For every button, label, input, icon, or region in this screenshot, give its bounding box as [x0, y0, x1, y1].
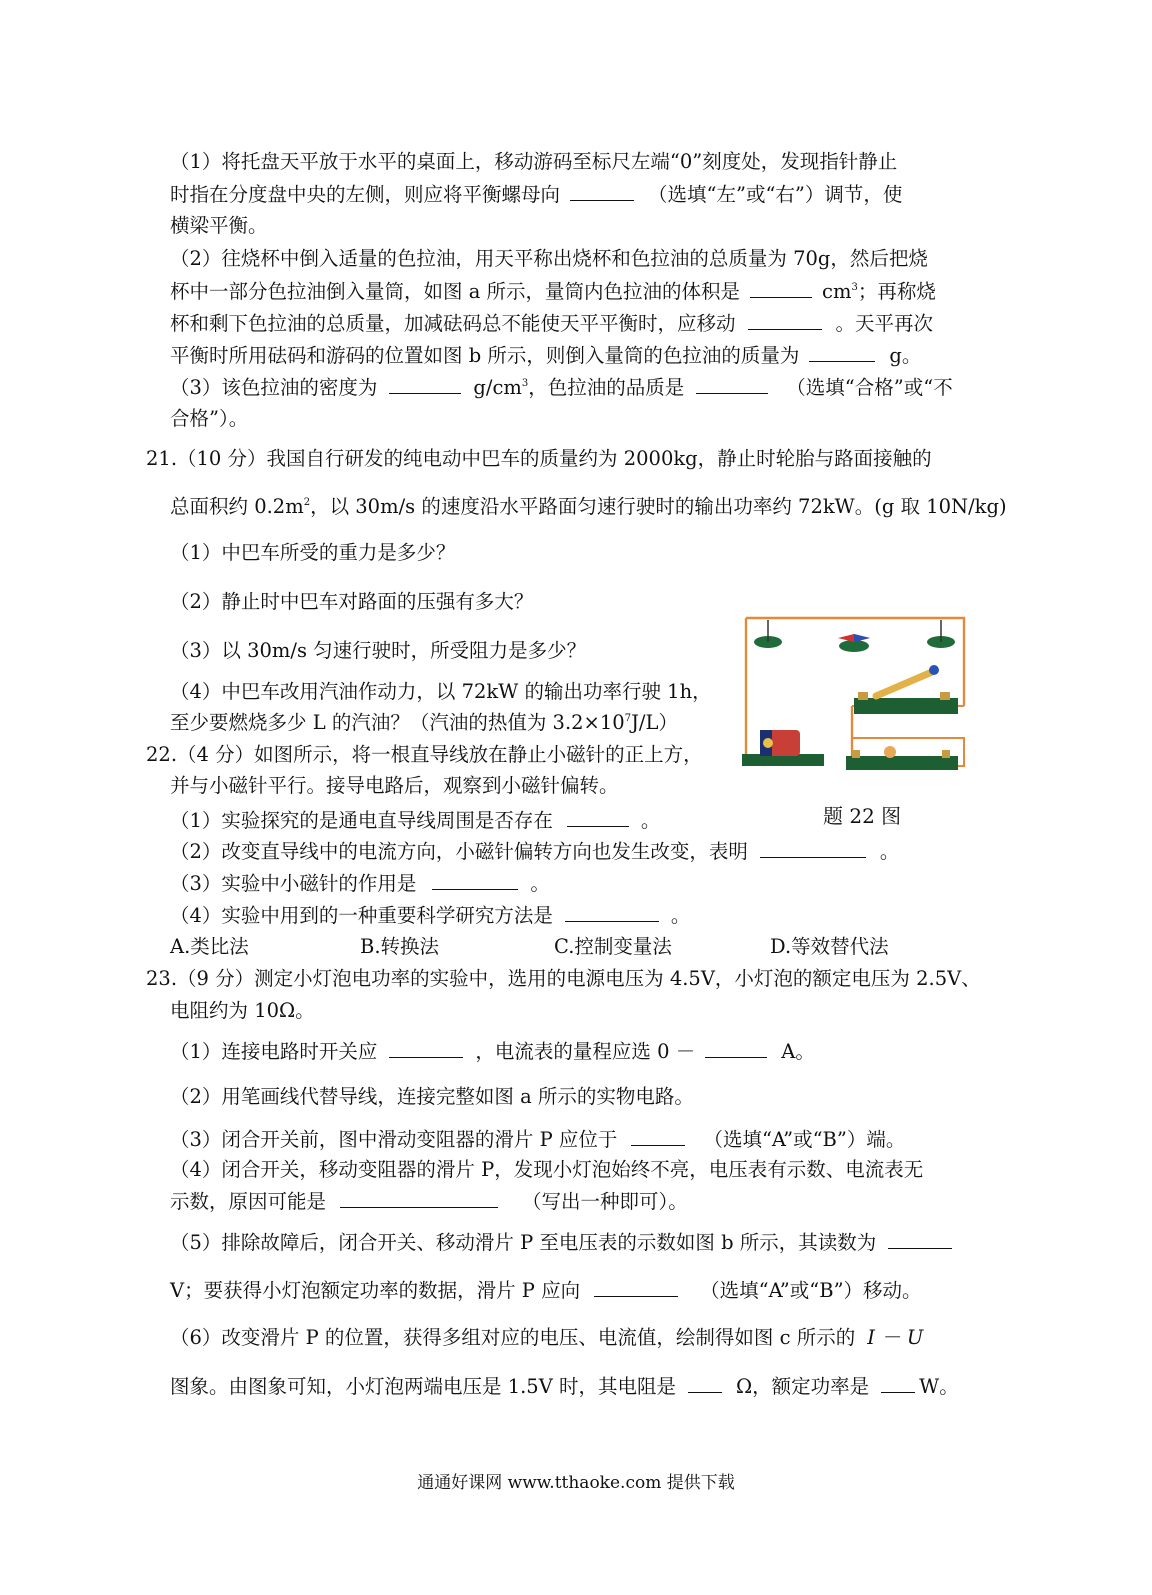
- q23-blank-reading[interactable]: [888, 1230, 952, 1249]
- q20-p3-text-c: ，色拉油的品质是: [528, 376, 685, 399]
- unit-cm: cm: [822, 280, 852, 303]
- q23-sub5-line1: [170, 1230, 952, 1255]
- q20-p2-text-f: 平衡时所用砝码和游码的位置如图 b 所示，则倒入量筒的色拉油的质量为: [170, 344, 800, 367]
- q20-p1-text-a: 时指在分度盘中央的左侧，则应将平衡螺母向: [170, 183, 561, 206]
- q20-part2-line3: [170, 311, 933, 336]
- q21-sub4-line2: [170, 711, 678, 735]
- q23-blank-reason[interactable]: [340, 1189, 498, 1208]
- q21-text-a: 总面积约 0.2m: [170, 495, 304, 518]
- q22-s2-end: 。: [879, 840, 900, 863]
- q23-s6-text-b: 图象。由图象可知，小灯泡两端电压是 1.5V 时，其电阻是: [170, 1375, 676, 1398]
- q21-line2: [170, 495, 1007, 519]
- q23-sub5-line2: [170, 1278, 922, 1303]
- q22-sub4: [170, 903, 690, 928]
- q23-s5-text-a: （5）排除故障后，闭合开关、移动滑片 P 至电压表的示数如图 b 所示，其读数为: [170, 1231, 877, 1254]
- q20-blank-volume[interactable]: [750, 279, 812, 298]
- q20-part3-line2: 合格”）。: [170, 407, 249, 430]
- q23-sub4-line2: [170, 1189, 688, 1214]
- q23-line1: 23.（9 分）测定小灯泡电功率的实验中，选用的电源电压为 4.5V，小灯泡的额定电压为 2.5V、: [146, 967, 981, 990]
- unit-gcm: g/cm: [473, 376, 522, 399]
- unit-exponent: 7: [624, 713, 632, 724]
- q22-circuit-figure: [736, 606, 976, 786]
- q20-part3-line1: [170, 375, 953, 400]
- q23-sub6-line2: [170, 1374, 959, 1399]
- q22-sub3: [170, 871, 550, 896]
- q23-s1-text-c: A。: [781, 1040, 815, 1063]
- q22-s4-end: 。: [670, 904, 691, 927]
- q20-p2-text-d: 杯和剩下色拉油的总质量，加减砝码总不能使天平平衡时，应移动: [170, 312, 736, 335]
- q23-s5-text-c: （选填“A”或“B”）移动。: [700, 1279, 922, 1302]
- q20-part1-line2: [170, 182, 902, 207]
- q21-sub4-line1: （4）中巴车改用汽油作动力，以 72kW 的输出功率行驶 1h，: [170, 680, 712, 703]
- q23-iu-label: I － U: [867, 1326, 924, 1349]
- q21-s4-text-a: 至少要燃烧多少 L 的汽油？（汽油的热值为 3.2×10: [170, 711, 625, 734]
- q20-p2-text-e: 。天平再次: [835, 312, 934, 335]
- q22-sub1: [170, 808, 660, 833]
- q23-sub6-line1: [170, 1326, 923, 1350]
- q20-blank-mass[interactable]: [809, 343, 875, 362]
- q23-s6-text-d: W。: [919, 1375, 959, 1398]
- q20-p2-text-g: g。: [889, 344, 922, 367]
- q23-s5-text-b: V；要获得小灯泡额定功率的数据，滑片 P 应向: [170, 1279, 581, 1302]
- q23-s3-text-a: （3）闭合开关前，图中滑动变阻器的滑片 P 应位于: [170, 1128, 618, 1151]
- q22-option-b[interactable]: B.转换法: [360, 935, 440, 958]
- q21-text-b: ，以 30m/s 的速度沿水平路面匀速行驶时的输出功率约 72kW。(g 取 10N/kg): [310, 495, 1007, 518]
- q20-part1-line3: 横梁平衡。: [170, 214, 268, 237]
- q23-blank-switch[interactable]: [389, 1039, 463, 1058]
- q23-s6-text-c: Ω，额定功率是: [736, 1375, 870, 1398]
- q23-s1-text-b: ，电流表的量程应选 0 －: [475, 1040, 696, 1063]
- q23-s1-text-a: （1）连接电路时开关应: [170, 1040, 378, 1063]
- q21-s4-text-b: J/L）: [631, 711, 678, 734]
- unit-exponent: 2: [303, 497, 311, 508]
- q20-part1-line1: （1）将托盘天平放于水平的桌面上，移动游码至标尺左端“0”刻度处，发现指针静止: [170, 150, 898, 173]
- q22-option-c[interactable]: C.控制变量法: [554, 935, 672, 958]
- q23-line2: 电阻约为 10Ω。: [170, 999, 315, 1022]
- bulb-board: [846, 756, 958, 770]
- q23-blank-position[interactable]: [631, 1127, 685, 1146]
- q22-figure-caption: 题 22 图: [823, 804, 902, 828]
- q22-line1: 22.（4 分）如图所示，将一根直导线放在静止小磁针的正上方，: [146, 743, 703, 766]
- q21-sub1: （1）中巴车所受的重力是多少？: [170, 541, 456, 564]
- q23-sub1: [170, 1039, 815, 1064]
- q20-p3-text-a: （3）该色拉油的密度为: [170, 376, 378, 399]
- q20-p3-text-d: （选填“合格”或“不: [786, 376, 953, 399]
- q23-s4-text-b: （写出一种即可）。: [522, 1190, 688, 1213]
- unit-exponent: 3: [521, 378, 529, 389]
- q23-s4-text-a: 示数，原因可能是: [170, 1190, 327, 1213]
- q22-s3-text: （3）实验中小磁针的作用是: [170, 872, 417, 895]
- q22-blank-3[interactable]: [432, 871, 518, 890]
- q20-blank-quality[interactable]: [696, 375, 768, 394]
- q22-s2-text: （2）改变直导线中的电流方向，小磁针偏转方向也发生改变，表明: [170, 840, 748, 863]
- q21-sub2: （2）静止时中巴车对路面的压强有多大？: [170, 590, 534, 613]
- q23-blank-direction[interactable]: [594, 1278, 678, 1297]
- q20-p2-text-a: 杯中一部分色拉油倒入量筒，如图 a 所示，量筒内色拉油的体积是: [170, 280, 741, 303]
- q21-line1: 21.（10 分）我国自行研发的纯电动中巴车的质量约为 2000kg，静止时轮胎与路面接触的: [146, 447, 932, 470]
- q20-part2-line2: [170, 279, 936, 304]
- q22-blank-1[interactable]: [567, 808, 629, 827]
- q23-sub3: [170, 1127, 905, 1152]
- q23-blank-resistance[interactable]: [688, 1374, 722, 1393]
- q20-blank-direction[interactable]: [570, 182, 634, 201]
- q20-p2-text-c: ；再称烧: [857, 280, 936, 303]
- q23-blank-range[interactable]: [705, 1039, 767, 1058]
- q23-sub2: （2）用笔画线代替导线，连接完整如图 a 所示的实物电路。: [170, 1085, 694, 1108]
- q20-blank-density[interactable]: [389, 375, 461, 394]
- q20-p1-text-b: （选填“左”或“右”）调节，使: [648, 183, 903, 206]
- bulb-icon: [884, 746, 896, 758]
- q23-s6-text-a: （6）改变滑片 P 的位置，获得多组对应的电压、电流值，绘制得如图 c 所示的: [170, 1326, 856, 1349]
- q22-option-d[interactable]: D.等效替代法: [770, 935, 889, 958]
- q20-blank-move[interactable]: [748, 311, 822, 330]
- q22-s1-end: 。: [640, 809, 661, 832]
- q22-s1-text: （1）实验探究的是通电直导线周围是否存在: [170, 809, 553, 832]
- q22-s4-text: （4）实验中用到的一种重要科学研究方法是: [170, 904, 553, 927]
- q22-blank-4[interactable]: [565, 903, 659, 922]
- q21-sub3: （3）以 30m/s 匀速行驶时，所受阻力是多少？: [170, 639, 587, 662]
- q22-sub2: [170, 839, 899, 864]
- page-footer: 通通好课网 www.tthaoke.com 提供下载: [417, 1473, 735, 1493]
- q23-sub4-line1: （4）闭合开关，移动变阻器的滑片 P，发现小灯泡始终不亮，电压表有示数、电流表无: [170, 1158, 924, 1181]
- q23-blank-power[interactable]: [881, 1374, 915, 1393]
- q22-blank-2[interactable]: [760, 839, 866, 858]
- switch-board: [854, 698, 958, 714]
- q22-s3-end: 。: [530, 872, 550, 895]
- q23-s3-text-b: （选填“A”或“B”）端。: [703, 1128, 906, 1151]
- q22-option-a[interactable]: A.类比法: [170, 935, 249, 958]
- q20-part2-line1: （2）往烧杯中倒入适量的色拉油，用天平称出烧杯和色拉油的总质量为 70g，然后把烧: [170, 247, 928, 270]
- unit-exponent: 3: [851, 282, 858, 293]
- q20-part2-line4: [170, 343, 921, 368]
- q22-line2: 并与小磁针平行。接导电路后，观察到小磁针偏转。: [170, 774, 619, 797]
